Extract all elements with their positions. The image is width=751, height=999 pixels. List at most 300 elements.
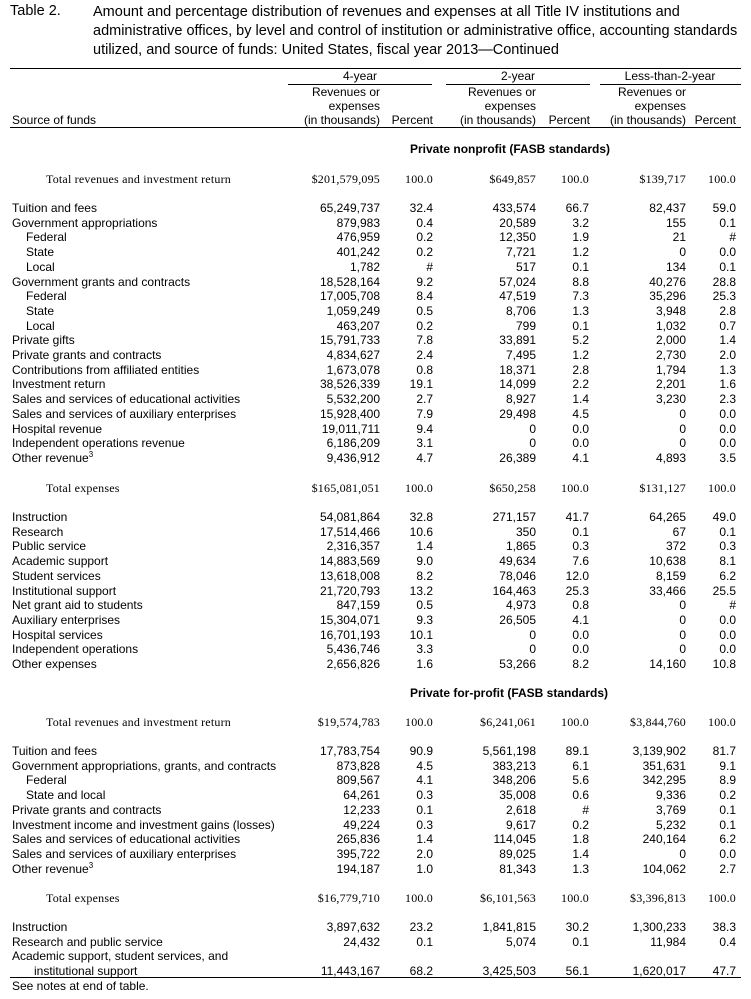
amount-cell: 164,463: [492, 583, 536, 598]
amount-cell: 114,045: [493, 832, 536, 847]
amount-header-line3: (in thousands): [459, 113, 536, 127]
percent-cell: 0.1: [719, 802, 736, 817]
percent-header-less-than-2year: Percent: [694, 113, 736, 127]
percent-cell: 2.2: [572, 377, 589, 392]
table-label: Table 2.: [10, 3, 61, 19]
row-label-text: Total revenues and investment return: [46, 715, 231, 729]
table-row: [0, 847, 751, 862]
percent-cell: 0.0: [719, 612, 736, 627]
percent-cell: 28.8: [712, 274, 736, 289]
percent-cell: 0.4: [719, 934, 736, 949]
row-label-text: Instruction: [12, 920, 68, 934]
amount-cell: 8,159: [655, 568, 686, 583]
amount-cell: 17,005,708: [319, 289, 380, 304]
row-label: [12, 832, 240, 847]
amount-cell: 240,164: [642, 832, 686, 847]
amount-cell: 372: [665, 539, 686, 554]
table-row: [0, 377, 751, 392]
percent-cell: 0.1: [416, 802, 433, 817]
percent-cell: 1.3: [719, 362, 736, 377]
amount-cell: 33,466: [649, 583, 686, 598]
percent-cell: 2.7: [719, 861, 736, 876]
amount-cell: 67: [672, 524, 686, 539]
row-label: [26, 245, 54, 260]
percent-cell: 0.3: [719, 539, 736, 554]
row-label: [12, 642, 138, 657]
amount-cell: 18,371: [499, 362, 536, 377]
amount-cell: 0: [679, 627, 686, 642]
percent-cell: 41.7: [565, 510, 589, 524]
percent-cell: 100.0: [561, 715, 589, 729]
amount-cell: $165,081,051: [311, 481, 380, 495]
percent-cell: 100.0: [405, 172, 433, 186]
header-rule: [10, 127, 741, 128]
row-label: [12, 510, 67, 525]
row-label-text: Government appropriations: [12, 215, 158, 230]
amount-cell: 89,025: [499, 846, 536, 861]
row-label-text: Investment income and investment gains (losses): [12, 817, 275, 832]
table-row: [0, 803, 751, 818]
table-row: [0, 642, 751, 657]
row-label: [12, 377, 105, 392]
row-label-text: Institutional support: [12, 583, 117, 598]
amount-header-less-than-2year: [596, 85, 686, 127]
percent-cell: #: [729, 598, 736, 613]
row-label: [26, 319, 55, 334]
row-label: [12, 920, 67, 935]
percent-cell: 0.6: [572, 788, 589, 803]
percent-cell: 0.0: [719, 642, 736, 657]
percent-cell: 3.1: [416, 436, 433, 451]
row-label: [12, 847, 236, 862]
percent-cell: 10.1: [409, 627, 433, 642]
amount-cell: 11,984: [650, 934, 686, 949]
row-label-text: Net grant aid to students: [12, 598, 143, 613]
percent-cell: 3.5: [719, 450, 736, 465]
amount-cell: 517: [515, 259, 536, 274]
percent-cell: 100.0: [405, 481, 433, 495]
amount-cell: 3,897,632: [326, 920, 380, 934]
percent-cell: 1.4: [416, 832, 433, 847]
table-row: [0, 657, 751, 672]
row-label-text: Other revenue: [12, 450, 89, 465]
row-label-text: Total expenses: [46, 891, 120, 905]
percent-cell: 0.2: [416, 245, 433, 260]
amount-cell: 35,008: [499, 788, 536, 803]
table-row: [0, 818, 751, 833]
amount-cell: 78,046: [499, 568, 536, 583]
amount-header-line3: (in thousands): [303, 113, 380, 127]
percent-cell: 2.4: [416, 348, 433, 362]
row-label: [12, 392, 240, 407]
amount-cell: 383,213: [492, 758, 536, 773]
percent-cell: 32.8: [409, 510, 433, 524]
table-row: [0, 554, 751, 569]
percent-cell: 1.3: [572, 861, 589, 876]
amount-cell: 10,638: [649, 554, 686, 569]
row-label-text: Auxiliary enterprises: [12, 612, 121, 627]
table-row: [0, 348, 751, 363]
percent-cell: 0.1: [719, 215, 736, 230]
amount-cell: 2,618: [505, 802, 536, 817]
percent-cell: 0.0: [719, 245, 736, 260]
percent-cell: 0.2: [572, 817, 589, 832]
amount-cell: 271,157: [492, 510, 536, 524]
table-row: [0, 759, 751, 774]
percent-cell: 5.2: [572, 333, 589, 348]
percent-cell: 9.3: [416, 612, 433, 627]
amount-cell: 3,230: [655, 392, 686, 407]
percent-cell: 59.0: [712, 201, 736, 215]
percent-cell: 0.0: [719, 436, 736, 451]
amount-cell: $6,241,061: [480, 715, 536, 729]
table-row: [0, 920, 751, 935]
amount-cell: 5,561,198: [482, 744, 536, 758]
amount-cell: 7,721: [505, 245, 536, 260]
amount-cell: 38,526,339: [319, 377, 380, 392]
amount-cell: 82,437: [649, 201, 686, 215]
percent-cell: 23.2: [409, 920, 433, 934]
percent-header-2year: Percent: [548, 113, 590, 127]
row-label: [12, 554, 108, 569]
percent-cell: 2.0: [719, 348, 736, 362]
table-row: [0, 773, 751, 788]
group-header-less-than-2year: Less-than-2-year: [624, 69, 716, 83]
table-row: [0, 392, 751, 407]
percent-cell: 100.0: [708, 715, 736, 729]
table-row: [0, 451, 751, 466]
amount-cell: 7,495: [505, 348, 536, 362]
amount-cell: 26,505: [499, 612, 536, 627]
percent-cell: 68.2: [409, 964, 433, 979]
percent-cell: 1.6: [719, 377, 736, 392]
row-label: [12, 744, 97, 759]
percent-header-4year: Percent: [391, 113, 433, 127]
row-label: [12, 539, 86, 554]
row-label: [12, 407, 236, 422]
percent-cell: 0.3: [416, 788, 433, 803]
percent-cell: 4.7: [416, 450, 433, 465]
table-row: [0, 584, 751, 599]
table-row: [0, 744, 751, 759]
percent-cell: 32.4: [409, 201, 433, 215]
table-row: [0, 525, 751, 540]
amount-cell: 1,300,233: [632, 920, 686, 934]
amount-cell: 20,589: [499, 215, 536, 230]
percent-cell: 8.2: [572, 657, 589, 671]
row-label-text: Sales and services of auxiliary enterprises: [12, 406, 237, 421]
row-label: [12, 275, 190, 290]
table-row: [0, 333, 751, 348]
row-label: [12, 216, 157, 231]
percent-cell: 9.2: [416, 274, 433, 289]
row-label: [12, 935, 163, 950]
amount-cell: 265,836: [336, 832, 380, 847]
row-label: [12, 422, 102, 437]
amount-cell: 15,791,733: [319, 333, 380, 348]
amount-cell: 1,059,249: [326, 303, 380, 318]
percent-cell: 0.2: [416, 230, 433, 245]
amount-cell: 1,032: [655, 318, 686, 333]
amount-cell: 2,000: [655, 333, 686, 348]
amount-cell: 35,296: [649, 289, 686, 304]
amount-cell: 395,722: [336, 846, 380, 861]
row-label-text: Instruction: [12, 510, 68, 524]
percent-cell: 7.6: [572, 554, 589, 569]
row-label: [12, 201, 97, 216]
percent-cell: 0.4: [416, 215, 433, 230]
row-label: [46, 715, 231, 730]
amount-cell: 0: [529, 642, 536, 657]
percent-cell: 0.1: [719, 524, 736, 539]
percent-cell: 1.4: [572, 846, 589, 861]
amount-cell: 3,769: [655, 802, 686, 817]
footnote-marker: 3: [88, 449, 94, 459]
percent-cell: 0.2: [719, 788, 736, 803]
row-label: [12, 862, 93, 877]
row-label: [12, 803, 161, 818]
percent-cell: 1.3: [572, 303, 589, 318]
amount-cell: 54,081,864: [319, 510, 380, 524]
row-label-text: Independent operations: [12, 642, 139, 657]
percent-cell: 0.1: [572, 934, 589, 949]
row-label: [12, 451, 93, 466]
row-label-text: Private grants and contracts: [12, 348, 162, 362]
amount-cell: 5,436,746: [326, 642, 380, 657]
amount-cell: 0: [679, 612, 686, 627]
table-row: [0, 949, 751, 964]
table-row: [0, 862, 751, 877]
amount-cell: 21: [672, 230, 686, 245]
percent-cell: 49.0: [712, 510, 736, 524]
table-row: [0, 201, 751, 216]
row-label-text: Federal: [26, 289, 67, 304]
percent-cell: 0.0: [719, 406, 736, 421]
amount-header-line1: Revenues or: [311, 85, 380, 99]
row-label-text: Total expenses: [46, 481, 120, 495]
amount-cell: 879,983: [336, 215, 380, 230]
percent-cell: 0.5: [416, 303, 433, 318]
percent-cell: 30.2: [565, 920, 589, 934]
table-row: [0, 216, 751, 231]
amount-cell: 19,011,711: [321, 421, 380, 436]
bottom-rule: [10, 977, 741, 978]
row-label-text: Other revenue: [12, 861, 89, 876]
amount-cell: 2,201: [655, 377, 686, 392]
row-label: [12, 657, 97, 672]
row-label: [12, 613, 120, 628]
row-label-text: Research: [12, 524, 64, 539]
row-label: [12, 598, 143, 613]
amount-cell: 47,519: [499, 289, 536, 304]
row-label-text: Hospital revenue: [12, 421, 103, 436]
row-label: [12, 436, 185, 451]
percent-cell: 0.0: [572, 421, 589, 436]
amount-header-line3: (in thousands): [609, 113, 686, 127]
percent-cell: 13.2: [409, 583, 433, 598]
amount-cell: 433,574: [492, 201, 536, 215]
percent-cell: 0.5: [416, 598, 433, 613]
percent-cell: 5.6: [572, 773, 589, 788]
percent-cell: 100.0: [561, 172, 589, 186]
table-row: [0, 304, 751, 319]
amount-cell: 16,701,193: [319, 627, 380, 642]
row-label: [26, 788, 105, 803]
amount-cell: 0: [679, 245, 686, 260]
amount-cell: 24,432: [343, 934, 380, 949]
percent-cell: 1.2: [572, 245, 589, 260]
amount-cell: 40,276: [649, 274, 686, 289]
percent-cell: 0.1: [572, 259, 589, 274]
percent-cell: 100.0: [708, 172, 736, 186]
percent-cell: 1.6: [416, 657, 433, 671]
section-title: Private for-profit (FASB standards): [410, 686, 609, 700]
amount-cell: 0: [679, 406, 686, 421]
row-label-text: Sales and services of educational activities: [12, 832, 241, 847]
amount-cell: 8,706: [505, 303, 536, 318]
table-row: [0, 613, 751, 628]
amount-cell: 65,249,737: [319, 201, 380, 215]
percent-cell: 0.7: [719, 318, 736, 333]
amount-cell: $3,844,760: [630, 715, 686, 729]
amount-cell: 53,266: [499, 657, 536, 671]
table-row: [0, 935, 751, 950]
table-row: [0, 319, 751, 334]
row-label-text: Sales and services of auxiliary enterprises: [12, 846, 237, 861]
amount-cell: 194,187: [336, 861, 380, 876]
amount-cell: 8,927: [505, 392, 536, 407]
percent-cell: 100.0: [405, 891, 433, 905]
percent-cell: 25.3: [712, 289, 736, 304]
amount-cell: 13,618,008: [319, 568, 380, 583]
amount-cell: 348,206: [492, 773, 536, 788]
row-label: [12, 333, 75, 348]
amount-cell: 4,893: [655, 450, 686, 465]
percent-cell: 0.0: [719, 846, 736, 861]
percent-cell: 7.3: [572, 289, 589, 304]
amount-header-4year: [290, 85, 380, 127]
amount-cell: $6,101,563: [480, 891, 536, 905]
percent-cell: 4.1: [416, 773, 433, 788]
total-expenses-row: [0, 891, 751, 906]
amount-cell: 847,159: [336, 598, 380, 613]
percent-cell: 100.0: [561, 891, 589, 905]
amount-cell: 12,350: [499, 230, 536, 245]
percent-cell: 0.0: [572, 436, 589, 451]
percent-cell: 2.8: [719, 303, 736, 318]
table-row: [0, 363, 751, 378]
amount-cell: 64,261: [343, 788, 380, 803]
footnote: See notes at end of table.: [12, 979, 149, 993]
percent-cell: 9.0: [416, 554, 433, 569]
table-row: [0, 628, 751, 643]
row-label: [26, 304, 54, 319]
percent-cell: #: [426, 259, 433, 274]
percent-cell: 0.0: [719, 421, 736, 436]
percent-cell: 7.9: [416, 406, 433, 421]
percent-cell: 4.5: [572, 406, 589, 421]
amount-cell: 9,336: [655, 788, 686, 803]
amount-cell: 5,074: [505, 934, 536, 949]
percent-cell: 0.8: [416, 362, 433, 377]
percent-cell: 38.3: [712, 920, 736, 934]
percent-cell: 100.0: [708, 891, 736, 905]
amount-cell: 104,062: [642, 861, 686, 876]
row-label-text: State: [26, 245, 55, 260]
row-label: [26, 289, 67, 304]
amount-cell: 9,436,912: [326, 450, 380, 465]
row-label-text: Public service: [12, 539, 87, 554]
amount-cell: $131,127: [639, 481, 686, 495]
amount-cell: 3,139,902: [632, 744, 686, 758]
percent-cell: 8.2: [416, 568, 433, 583]
amount-cell: 0: [529, 421, 536, 436]
amount-cell: 2,730: [655, 348, 686, 362]
percent-cell: 90.9: [409, 744, 433, 758]
percent-cell: 100.0: [708, 481, 736, 495]
row-label: [46, 891, 120, 906]
amount-cell: 1,794: [655, 362, 686, 377]
percent-cell: 1.9: [572, 230, 589, 245]
row-label: [12, 363, 199, 378]
percent-cell: 89.1: [565, 744, 589, 758]
table-row: [0, 407, 751, 422]
amount-header-2year: [446, 85, 536, 127]
percent-cell: 10.6: [409, 524, 433, 539]
percent-cell: 4.1: [572, 450, 589, 465]
row-label-text: Tuition and fees: [12, 744, 97, 758]
percent-cell: 1.4: [572, 392, 589, 407]
amount-cell: 0: [529, 627, 536, 642]
amount-cell: 350: [515, 524, 536, 539]
percent-cell: #: [582, 802, 589, 817]
amount-header-line1: Revenues or: [467, 85, 536, 99]
amount-cell: 29,498: [499, 406, 536, 421]
amount-cell: 134: [665, 259, 686, 274]
row-label-text: Academic support: [12, 554, 109, 569]
percent-cell: 25.3: [565, 583, 589, 598]
row-label-text: Local: [26, 259, 55, 274]
amount-cell: 64,265: [649, 510, 686, 524]
amount-cell: 14,160: [649, 657, 686, 671]
row-label: [12, 348, 161, 363]
percent-cell: 3.2: [572, 215, 589, 230]
amount-cell: $649,857: [489, 172, 536, 186]
amount-cell: 2,316,357: [326, 539, 380, 554]
amount-cell: 4,973: [505, 598, 536, 613]
total-revenues-row: [0, 172, 751, 187]
row-label: [12, 949, 228, 964]
amount-cell: 14,883,569: [319, 554, 380, 569]
amount-cell: 1,782: [349, 259, 380, 274]
percent-cell: 0.0: [572, 627, 589, 642]
amount-cell: 476,959: [336, 230, 380, 245]
percent-cell: 25.5: [712, 583, 736, 598]
percent-cell: 6.1: [572, 758, 589, 773]
amount-cell: 0: [529, 436, 536, 451]
percent-cell: 47.7: [712, 964, 736, 979]
amount-cell: 463,207: [336, 318, 380, 333]
percent-cell: 100.0: [405, 715, 433, 729]
total-expenses-row: [0, 481, 751, 496]
table-row: [0, 832, 751, 847]
amount-cell: 11,443,167: [320, 964, 380, 979]
row-label-text: State and local: [26, 788, 106, 803]
amount-cell: $139,717: [639, 172, 686, 186]
amount-cell: 0: [679, 421, 686, 436]
table-row: [0, 275, 751, 290]
percent-cell: 0.1: [572, 524, 589, 539]
